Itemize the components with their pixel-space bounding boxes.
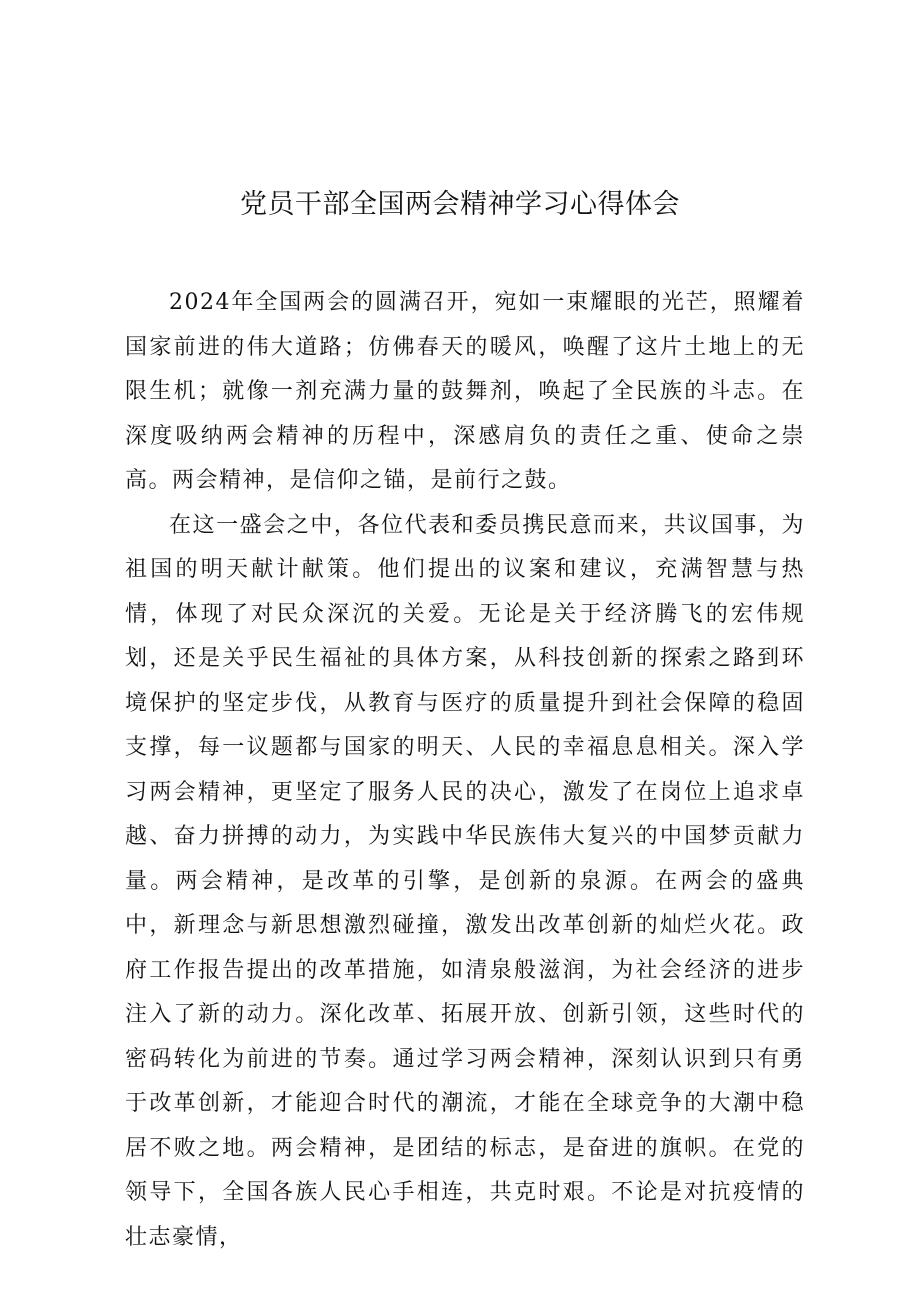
document-title: 党员干部全国两会精神学习心得体会 [240,189,680,220]
paragraph-1: 2024年全国两会的圆满召开，宛如一束耀眼的光芒，照耀着国家前进的伟大道路；仿佛春天的暖风，唤醒了这片土地上的无限生机；就像一剂充满力量的鼓舞剂，唤起了全民族的斗志。在深度吸纳两会精神的历程中，深感肩负的责任之重、使命之崇高。两会精神，是信仰之锚，是前行之鼓。 [125,290,805,493]
paragraph-2: 在这一盛会之中，各位代表和委员携民意而来，共议国事，为祖国的明天献计献策。他们提出的议案和建议，充满智慧与热情，体现了对民众深沉的关爱。无论是关于经济腾飞的宏伟规划，还是关乎民生福祉的具体方案，从科技创新的探索之路到环境保护的坚定步伐，从教育与医疗的质量提升到社会保障的稳固支撑，每一议题都与国家的明天、人民的幸福息息相关。深入学习两会精神，更坚定了服务人民的决心，激发了在岗位上追求卓越、奋力拼搏的动力，为实践中华民族伟大复兴的中国梦贡献力量。两会精神，是改革的引擎，是创新的泉源。在两会的盛典中，新理念与新思想激烈碰撞，激发出改革创新的灿烂火花。政府工作报告提出的改革措施，如清泉般滋润，为社会经济的进步注入了新的动力。深化改革、拓展开放、创新引领，这些时代的密码转化为前进的节奏。通过学习两会精神，深刻认识到只有勇于改革创新，才能迎合时代的潮流，才能在全球竞争的大潮中稳居不败之地。两会精神，是团结的标志，是奋进的旗帜。在党的领导下，全国各族人民心手相连，共克时艰。不论是对抗疫情的壮志豪情， [125,512,805,1250]
document-body [125,281,805,1260]
